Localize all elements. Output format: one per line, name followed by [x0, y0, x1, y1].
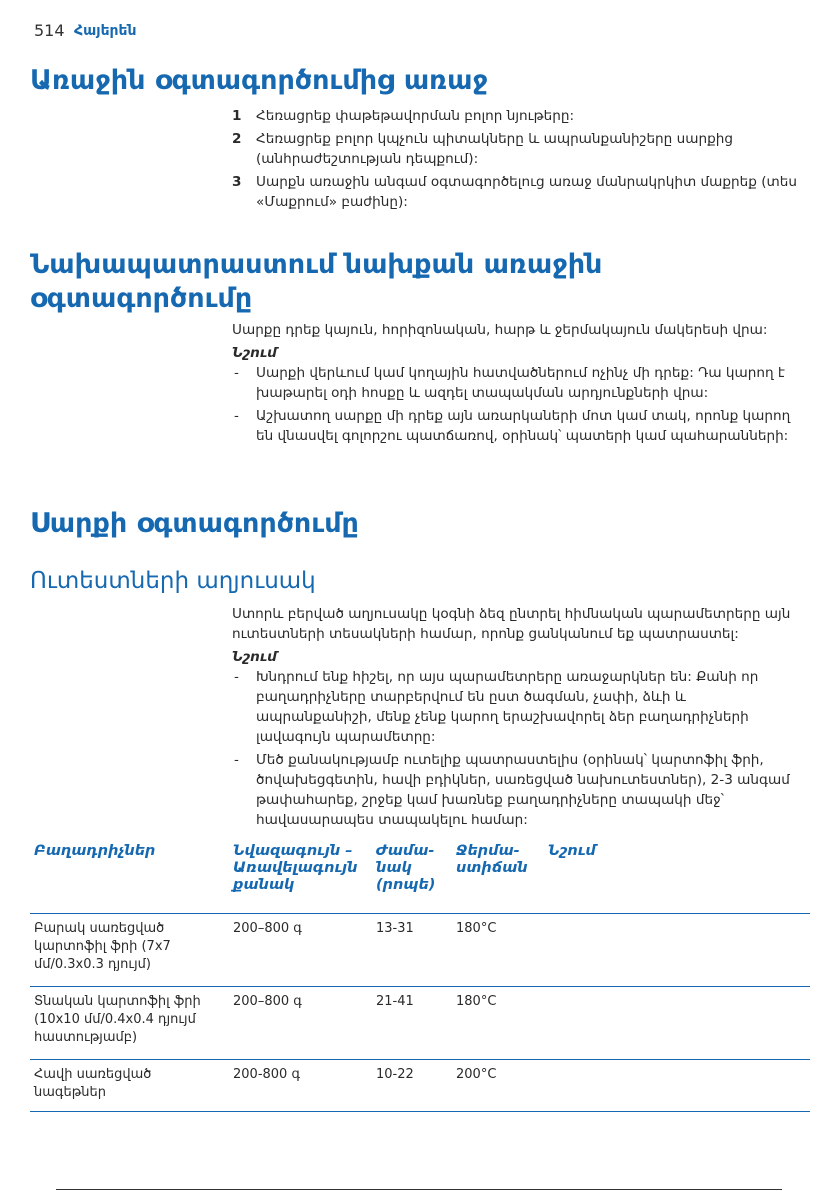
header-line: քանակ [233, 877, 295, 893]
table-header-ingredients: Բաղադրիչներ [34, 843, 156, 859]
header-line: Նվազագույն – [233, 843, 353, 859]
table-divider [30, 1111, 810, 1112]
note-item: - Մեծ քանակությամբ ուտելիք պատրաստելիս (օրինակ՝ կարտոֆիլ ֆրի, ծովախեցգետին, հավի բդիկներ, սառեցված նախուտեստներ), 2-3 անգամ թափահարեք, շրջեք կամ խառնեք բաղադրիչները տապակի մեջ՝ հավասարապես տապակելու համար: [232, 750, 802, 830]
table-header-time [376, 843, 435, 894]
header-line: (րոպե) [376, 877, 436, 893]
table-divider [30, 1059, 810, 1060]
cooking-table-intro-block [232, 604, 802, 833]
step-text: Հեռացրեք փաթեթավորման բոլոր նյութերը: [256, 108, 575, 124]
step-item [232, 172, 802, 212]
section-title-line: օգտագործումը [30, 283, 253, 314]
header-line: Ժամա- [376, 843, 435, 859]
header-line: Ջերմա- [456, 843, 520, 859]
table-cell-temperature: 200°C [456, 1067, 497, 1082]
cell-line: հաստությամբ) [34, 1030, 138, 1045]
step-text: Հեռացրեք բոլոր կպչուն պիտակները և ապրանքանիշերը սարքից (անհրաժեշտության դեպքում): [256, 131, 733, 167]
note-title: Նշում [232, 345, 277, 361]
cell-line: Բարակ սառեցված [34, 921, 165, 936]
header-line: Առավելագույն [233, 860, 358, 876]
cell-line: (10x10 մմ/0.4x0.4 դյույմ [34, 1012, 196, 1027]
table-cell-temperature: 180°C [456, 994, 497, 1009]
table-cell-quantity: 200–800 գ [233, 921, 302, 936]
table-cell-time: 10-22 [376, 1067, 414, 1082]
table-cell-time: 13-31 [376, 921, 414, 936]
note-title: Նշում [232, 649, 277, 665]
header-line: նակ [376, 860, 412, 876]
step-item [232, 129, 802, 169]
table-cell-quantity: 200-800 գ [233, 1067, 300, 1082]
table-cell-ingredient [34, 920, 214, 974]
cell-line: Տնական կարտոֆիլ ֆրի [34, 994, 201, 1009]
note-item: - Աշխատող սարքը մի դրեք այն առարկաների մոտ կամ տակ, որոնք կարող են վնասվել գոլորշու պատճառով, օրինակ՝ պատերի կամ պահարանների: [232, 406, 802, 446]
cell-line: նագեթներ [34, 1085, 107, 1100]
step-text: Սարքն առաջին անգամ օգտագործելուց առաջ մանրակրկիտ մաքրեք (տես «Մաքրում» բաժինը): [256, 174, 797, 210]
table-cell-ingredient [34, 1066, 214, 1102]
preparation-intro: Սարքը դրեք կայուն, հորիզոնական, հարթ և ջերմակայուն մակերեսի վրա: [232, 322, 768, 338]
cell-line: Հավի սառեցված [34, 1067, 152, 1082]
table-cell-quantity: 200–800 գ [233, 994, 302, 1009]
table-header-temperature [456, 843, 528, 877]
note-list [232, 363, 802, 446]
step-number: 1 [232, 108, 242, 124]
note-item: - Սարքի վերևում կամ կողային հատվածներում ոչինչ մի դրեք: Դա կարող է խաթարել օդի հոսքը և ազդել տապակման արդյունքների վրա: [232, 363, 802, 403]
steps-block [232, 106, 802, 215]
step-number: 2 [232, 131, 242, 147]
section-title-line: Նախապատրաստում նախքան առաջին [30, 249, 603, 280]
cooking-table-intro: Ստորև բերված աղյուսակը կօգնի ձեզ ընտրել հիմնական պարամետրերը այն ուտեստների տեսակների համար, որոնք ցանկանում եք պատրաստել: [232, 606, 791, 642]
table-divider [30, 986, 810, 987]
step-number: 3 [232, 174, 242, 190]
steps-list [232, 106, 802, 212]
section-title-preparation [30, 248, 602, 316]
cell-line: մմ/0.3x0.3 դյույմ) [34, 957, 151, 972]
preparation-block [232, 320, 802, 449]
cell-line: կարտոֆիլ ֆրի (7x7 [34, 939, 171, 954]
section-title-using: Սարքի օգտագործումը [30, 508, 359, 539]
table-cell-ingredient [34, 993, 214, 1047]
section-title-before-first-use: Առաջին օգտագործումից առաջ [30, 65, 488, 96]
section-subtitle-cooking-table: Ուտեստների աղյուսակ [30, 568, 316, 594]
table-cell-time: 21-41 [376, 994, 414, 1009]
page-language-label: Հայերեն [74, 23, 137, 39]
table-divider [30, 913, 810, 914]
table-header-quantity [233, 843, 357, 894]
footer-rule [56, 1189, 782, 1190]
step-item [232, 106, 802, 126]
table-cell-temperature: 180°C [456, 921, 497, 936]
page-number: 514 [34, 21, 65, 40]
note-list [232, 667, 802, 830]
table-header-note: Նշում [548, 843, 596, 859]
note-item: - Խնդրում ենք հիշել, որ այս պարամետրերը առաջարկներ են: Քանի որ բաղադրիչները տարբերվում են ըստ ծագման, չափի, ձևի և ապրանքանիշի, մենք չենք կարող երաշխավորել ձեր բաղադրիչների լավագույն պարամետրը: [232, 667, 802, 747]
header-line: ստիճան [456, 860, 528, 876]
